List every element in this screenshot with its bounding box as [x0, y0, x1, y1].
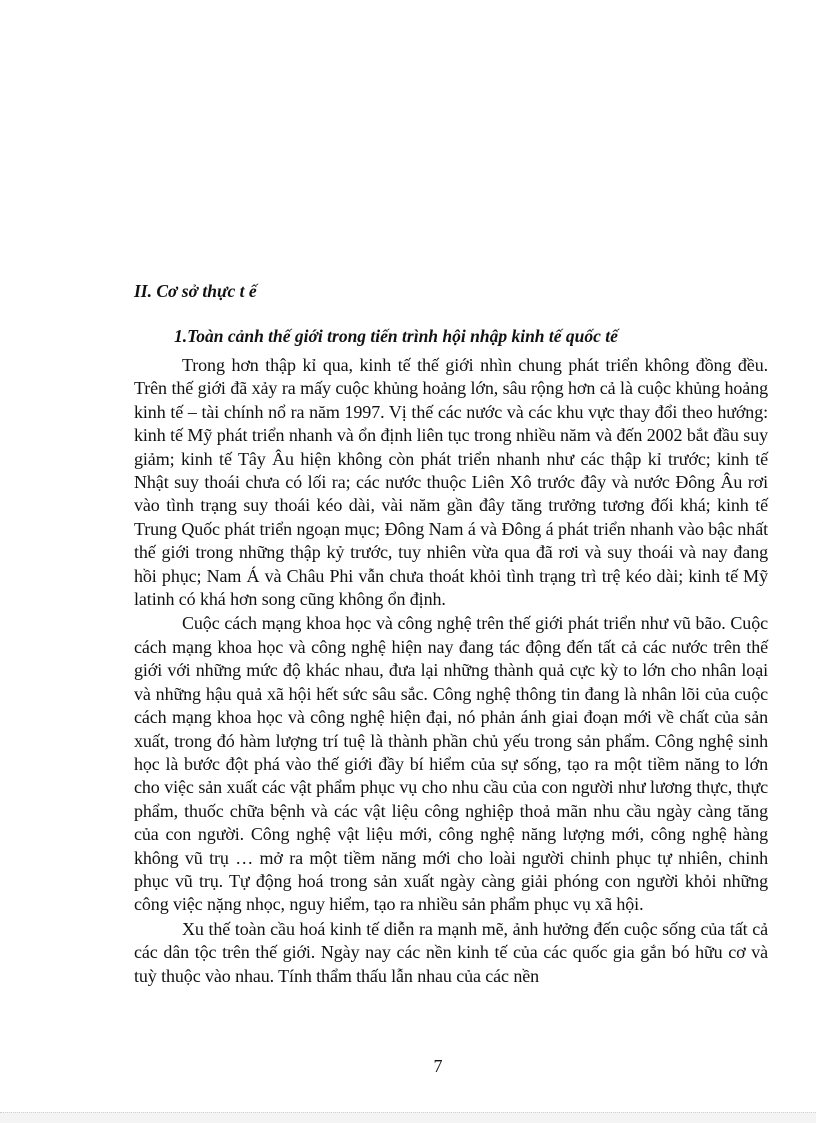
section-heading: II. Cơ sở thực t ế — [134, 281, 257, 301]
page-number: 7 — [433, 1056, 443, 1076]
paragraph-globalization: Xu thế toàn cầu hoá kinh tế diễn ra mạnh mẽ, ảnh hưởng đến cuộc sống của tất cả các dân tộc trên thế giới. Ngày nay các nền kinh tế của các quốc gia gắn bó hữu cơ và tuỳ thuộc vào nhau. Tính thẩm thấu lẫn nhau của các nền — [134, 918, 768, 986]
paragraph-world-economy: Trong hơn thập kỉ qua, kinh tế thế giới nhìn chung phát triển không đồng đều. Trên thế giới đã xảy ra mấy cuộc khủng hoảng lớn, sâu rộng hơn cả là cuộc khủng hoảng kinh tế – tài chính nổ ra năm 1997. Vị thế các nước và các khu vực thay đổi theo hướng: kinh tế Mỹ phát triển nhanh và ổn định liên tục trong nhiều năm và đến 2002 bắt đầu suy giảm; kinh tế Tây Âu hiện không còn phát triển nhanh như các thập kỉ trước; kinh tế Nhật suy thoái chưa có lối ra; các nước thuộc Liên Xô trước đây và nước Đông Âu rơi vào tình trạng suy thoái kéo dài, vài năm gần đây tăng trưởng tương đối khá; kinh tế Trung Quốc phát triển ngoạn mục; Đông Nam á và Đông á phát triển nhanh vào bậc nhất thế giới trong những thập kỷ trước, tuy nhiên vừa qua đã rơi và suy thoái và nay đang hồi phục; Nam Á và Châu Phi vẫn chưa thoát khỏi tình trạng trì trệ kéo dài; kinh tế Mỹ latinh có khá hơn song cũng không ổn định. — [134, 355, 768, 610]
paragraph-science-technology: Cuộc cách mạng khoa học và công nghệ trên thế giới phát triển như vũ bão. Cuộc cách mạng khoa học và công nghệ hiện nay đang tác động đến tất cả các nước trên thế giới với những mức độ khác nhau, đưa lại những thành quả cực kỳ to lớn cho nhân loại và những hậu quả xã hội hết sức sâu sắc. Công nghệ thông tin đang là nhân lõi của cuộc cách mạng khoa học và công nghệ hiện đại, nó phản ánh giai đoạn mới về chất của sản xuất, trong đó hàm lượng trí tuệ là thành phần chủ yếu trong sản phẩm. Công nghệ sinh học là bước đột phá vào thế giới đầy bí hiểm của sự sống, tạo ra một tiềm năng to lớn cho việc sản xuất các vật phẩm phục vụ cho nhu cầu của con người như lương thực, thực phẩm, thuốc chữa bệnh và các vật liệu công nghiệp thoả mãn nhu cầu ngày càng tăng của con người. Công nghệ vật liệu mới, công nghệ năng lượng mới, công nghệ hàng không vũ trụ … mở ra một tiềm năng mới cho loài người chinh phục tự nhiên, chinh phục vũ trụ. Tự động hoá trong sản xuất ngày càng giải phóng con người khỏi những công việc nặng nhọc, nguy hiểm, tạo ra nhiều sản phẩm phục vụ xã hội. — [134, 613, 768, 915]
page-bottom-edge — [0, 1112, 816, 1123]
page-content — [134, 278, 768, 989]
subsection-heading: 1.Toàn cảnh thế giới trong tiến trình hội nhập kinh tế quốc tế — [174, 326, 618, 346]
